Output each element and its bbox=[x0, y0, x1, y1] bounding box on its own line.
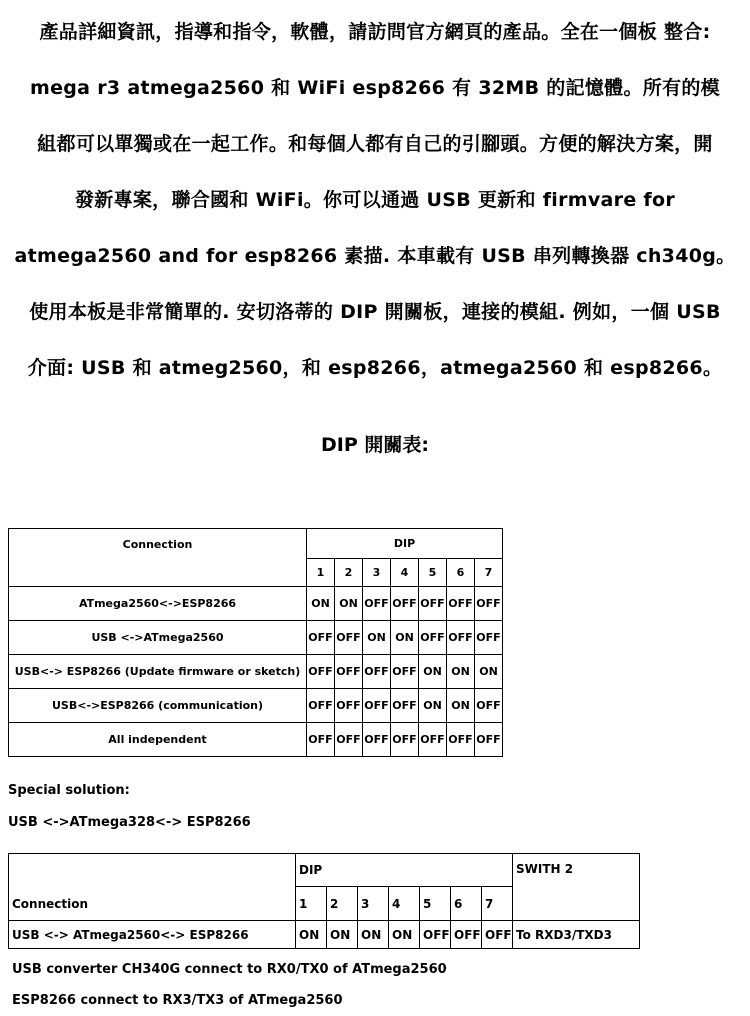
dip-value-cell: OFF bbox=[420, 921, 451, 949]
special-solution-subtitle: USB <->ATmega328<-> ESP8266 bbox=[8, 815, 251, 830]
dip-value-cell: OFF bbox=[419, 587, 447, 621]
dip-column-header: 1 bbox=[296, 887, 327, 921]
dip-value-cell: OFF bbox=[475, 689, 503, 723]
special-solution-block bbox=[0, 775, 750, 839]
dip-value-cell: OFF bbox=[363, 655, 391, 689]
dip-value-cell: OFF bbox=[307, 655, 335, 689]
connection-cell: USB <-> ATmega2560<-> ESP8266 bbox=[9, 921, 296, 949]
dip-value-cell: OFF bbox=[335, 689, 363, 723]
dip-value-cell: OFF bbox=[475, 621, 503, 655]
dip-value-cell: ON bbox=[447, 689, 475, 723]
dip-switch-table bbox=[8, 528, 503, 757]
paragraph-line: mega r3 atmega2560 和 WiFi esp8266 有 32MB 的記憶體。所有的模 bbox=[30, 77, 720, 99]
table-row bbox=[9, 655, 503, 689]
special-solution-table bbox=[8, 853, 640, 949]
footnote: USB converter CH340G connect to RX0/TX0 of ATmega2560 bbox=[12, 962, 447, 977]
dip-value-cell: OFF bbox=[447, 723, 475, 757]
paragraph-line: 介面: USB 和 atmeg2560，和 esp8266，atmega2560 和 esp8266。 bbox=[27, 357, 723, 379]
dip-table-title: DIP 開關表: bbox=[321, 434, 429, 456]
dip-value-cell: OFF bbox=[475, 587, 503, 621]
connection-cell: All independent bbox=[9, 723, 307, 757]
dip-value-cell: OFF bbox=[419, 723, 447, 757]
dip-value-cell: OFF bbox=[363, 587, 391, 621]
paragraph-line: atmega2560 and for esp8266 素描. 本車載有 USB 串列轉換器 ch340g。 bbox=[14, 245, 736, 267]
dip-value-cell: ON bbox=[363, 621, 391, 655]
dip-value-cell: OFF bbox=[363, 689, 391, 723]
dip-column-header: 7 bbox=[482, 887, 513, 921]
dip-value-cell: OFF bbox=[335, 655, 363, 689]
dip-value-cell: OFF bbox=[307, 621, 335, 655]
connection-cell: USB<-> ESP8266 (Update firmware or sketch) bbox=[9, 655, 307, 689]
dip-column-header: 5 bbox=[419, 559, 447, 587]
dip-value-cell: ON bbox=[475, 655, 503, 689]
paragraph-line: 組都可以單獨或在一起工作。和每個人都有自己的引腳頭。方便的解決方案，開 bbox=[37, 133, 713, 155]
paragraph-line: 使用本板是非常簡單的. 安切洛蒂的 DIP 開關板，連接的模組. 例如，一個 USB bbox=[29, 301, 721, 323]
dip-value-cell: ON bbox=[419, 655, 447, 689]
dip-column-header: 6 bbox=[447, 559, 475, 587]
paragraph-line: 發新專案，聯合國和 WiFi。你可以通過 USB 更新和 firmvare for bbox=[74, 189, 676, 211]
dip-value-cell: ON bbox=[419, 689, 447, 723]
dip-value-cell: ON bbox=[358, 921, 389, 949]
dip-value-cell: ON bbox=[389, 921, 420, 949]
dip-value-cell: OFF bbox=[475, 723, 503, 757]
table-row bbox=[9, 723, 503, 757]
dip-column-header: 5 bbox=[420, 887, 451, 921]
dip-column-header: 4 bbox=[391, 559, 419, 587]
dip-column-header: 3 bbox=[363, 559, 391, 587]
table-row bbox=[9, 921, 640, 949]
table-row bbox=[9, 587, 503, 621]
dip-value-cell: ON bbox=[327, 921, 358, 949]
dip-table-connection-header: Connection bbox=[9, 529, 307, 587]
table-row bbox=[9, 621, 503, 655]
dip-value-cell: ON bbox=[307, 587, 335, 621]
footnotes bbox=[0, 954, 750, 1016]
dip-column-header: 2 bbox=[327, 887, 358, 921]
dip-column-header: 7 bbox=[475, 559, 503, 587]
dip-value-cell: ON bbox=[296, 921, 327, 949]
dip-column-header: 6 bbox=[451, 887, 482, 921]
special-solution-title: Special solution: bbox=[8, 783, 130, 798]
table-row bbox=[9, 689, 503, 723]
dip-value-cell: ON bbox=[335, 587, 363, 621]
dip-value-cell: OFF bbox=[451, 921, 482, 949]
dip-value-cell: OFF bbox=[335, 723, 363, 757]
dip-value-cell: OFF bbox=[391, 689, 419, 723]
special-table-dip-header: DIP bbox=[296, 854, 513, 887]
connection-cell: ATmega2560<->ESP8266 bbox=[9, 587, 307, 621]
special-table-connection-header: Connection bbox=[9, 854, 296, 921]
dip-column-header: 1 bbox=[307, 559, 335, 587]
dip-value-cell: OFF bbox=[391, 723, 419, 757]
dip-value-cell: OFF bbox=[335, 621, 363, 655]
dip-value-cell: OFF bbox=[482, 921, 513, 949]
dip-column-header: 4 bbox=[389, 887, 420, 921]
dip-column-header: 3 bbox=[358, 887, 389, 921]
switch-2-cell: To RXD3/TXD3 bbox=[513, 921, 640, 949]
paragraph-line: 產品詳細資訊，指導和指令，軟體，請訪問官方網頁的產品。全在一個板 整合: bbox=[39, 21, 711, 43]
connection-cell: USB <->ATmega2560 bbox=[9, 621, 307, 655]
connection-cell: USB<->ESP8266 (communication) bbox=[9, 689, 307, 723]
dip-value-cell: OFF bbox=[363, 723, 391, 757]
dip-value-cell: OFF bbox=[307, 723, 335, 757]
dip-column-header: 2 bbox=[335, 559, 363, 587]
dip-value-cell: ON bbox=[391, 621, 419, 655]
dip-value-cell: OFF bbox=[447, 587, 475, 621]
product-description bbox=[0, 0, 750, 396]
dip-value-cell: OFF bbox=[447, 621, 475, 655]
dip-value-cell: OFF bbox=[307, 689, 335, 723]
footnote: ESP8266 connect to RX3/TX3 of ATmega2560 bbox=[12, 993, 343, 1008]
dip-value-cell: OFF bbox=[419, 621, 447, 655]
special-table-switch-header: SWITH 2 bbox=[513, 854, 640, 921]
dip-value-cell: OFF bbox=[391, 655, 419, 689]
dip-table-dip-header: DIP bbox=[307, 529, 503, 559]
dip-value-cell: ON bbox=[447, 655, 475, 689]
dip-value-cell: OFF bbox=[391, 587, 419, 621]
